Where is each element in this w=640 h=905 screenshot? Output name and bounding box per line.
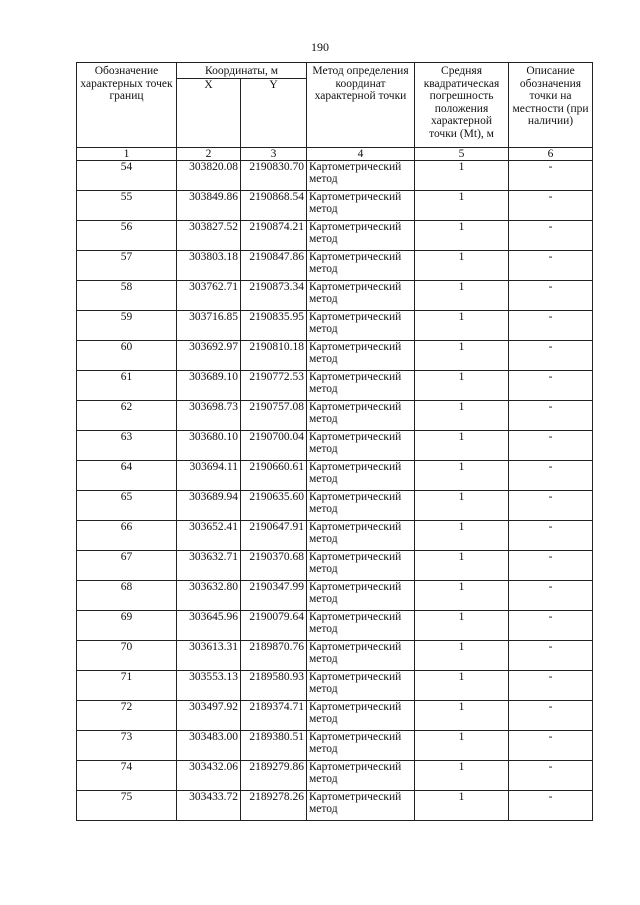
error-cell: 1 — [415, 370, 509, 400]
y-cell: 2190700.04 — [241, 430, 307, 460]
x-cell: 303698.73 — [177, 400, 241, 430]
description-cell: - — [509, 490, 593, 520]
error-cell: 1 — [415, 250, 509, 280]
column-number: 2 — [177, 147, 241, 160]
point-cell: 56 — [77, 220, 177, 250]
description-cell: - — [509, 700, 593, 730]
method-cell: Картометрический метод — [307, 160, 415, 190]
x-cell: 303652.41 — [177, 520, 241, 550]
x-cell: 303716.85 — [177, 310, 241, 340]
y-cell: 2190647.91 — [241, 520, 307, 550]
x-cell: 303694.11 — [177, 460, 241, 490]
error-cell: 1 — [415, 670, 509, 700]
table-row — [77, 640, 593, 670]
x-cell: 303680.10 — [177, 430, 241, 460]
error-cell: 1 — [415, 760, 509, 790]
method-cell: Картометрический метод — [307, 370, 415, 400]
table-body — [77, 160, 593, 820]
description-cell: - — [509, 640, 593, 670]
y-cell: 2189380.51 — [241, 730, 307, 760]
y-cell: 2189870.76 — [241, 640, 307, 670]
description-cell: - — [509, 430, 593, 460]
header-point: Обозначение характерных точек границ — [77, 63, 177, 148]
description-cell: - — [509, 280, 593, 310]
description-cell: - — [509, 400, 593, 430]
method-cell: Картометрический метод — [307, 640, 415, 670]
description-cell: - — [509, 790, 593, 820]
description-cell: - — [509, 580, 593, 610]
x-cell: 303497.92 — [177, 700, 241, 730]
column-number: 4 — [307, 147, 415, 160]
table-row — [77, 340, 593, 370]
error-cell: 1 — [415, 490, 509, 520]
y-cell: 2190830.70 — [241, 160, 307, 190]
method-cell: Картометрический метод — [307, 340, 415, 370]
error-cell: 1 — [415, 220, 509, 250]
point-cell: 61 — [77, 370, 177, 400]
y-cell: 2190660.61 — [241, 460, 307, 490]
x-cell: 303433.72 — [177, 790, 241, 820]
method-cell: Картометрический метод — [307, 790, 415, 820]
y-cell: 2190847.86 — [241, 250, 307, 280]
x-cell: 303645.96 — [177, 610, 241, 640]
point-cell: 63 — [77, 430, 177, 460]
point-cell: 55 — [77, 190, 177, 220]
table-row — [77, 550, 593, 580]
table-row — [77, 280, 593, 310]
error-cell: 1 — [415, 280, 509, 310]
point-cell: 65 — [77, 490, 177, 520]
x-cell: 303553.13 — [177, 670, 241, 700]
y-cell: 2190873.34 — [241, 280, 307, 310]
x-cell: 303820.08 — [177, 160, 241, 190]
table-row — [77, 250, 593, 280]
error-cell: 1 — [415, 460, 509, 490]
error-cell: 1 — [415, 310, 509, 340]
method-cell: Картометрический метод — [307, 280, 415, 310]
table-row — [77, 700, 593, 730]
table-row — [77, 670, 593, 700]
method-cell: Картометрический метод — [307, 700, 415, 730]
method-cell: Картометрический метод — [307, 250, 415, 280]
header-row — [77, 63, 593, 79]
x-cell: 303849.86 — [177, 190, 241, 220]
point-cell: 58 — [77, 280, 177, 310]
table-row — [77, 220, 593, 250]
coordinates-table — [76, 62, 593, 821]
table-row — [77, 370, 593, 400]
table-row — [77, 520, 593, 550]
error-cell: 1 — [415, 610, 509, 640]
error-cell: 1 — [415, 790, 509, 820]
error-cell: 1 — [415, 730, 509, 760]
method-cell: Картометрический метод — [307, 400, 415, 430]
x-cell: 303483.00 — [177, 730, 241, 760]
method-cell: Картометрический метод — [307, 490, 415, 520]
method-cell: Картометрический метод — [307, 610, 415, 640]
description-cell: - — [509, 340, 593, 370]
column-number: 1 — [77, 147, 177, 160]
method-cell: Картометрический метод — [307, 430, 415, 460]
description-cell: - — [509, 520, 593, 550]
header-error: Средняя квадратическая погрешность положения характерной точки (Mt), м — [415, 63, 509, 148]
error-cell: 1 — [415, 160, 509, 190]
point-cell: 75 — [77, 790, 177, 820]
table-row — [77, 430, 593, 460]
point-cell: 71 — [77, 670, 177, 700]
table-row — [77, 160, 593, 190]
method-cell: Картометрический метод — [307, 460, 415, 490]
table-row — [77, 490, 593, 520]
method-cell: Картометрический метод — [307, 760, 415, 790]
description-cell: - — [509, 190, 593, 220]
y-cell: 2189374.71 — [241, 700, 307, 730]
column-number: 3 — [241, 147, 307, 160]
header-method: Метод определения координат характерной точки — [307, 63, 415, 148]
x-cell: 303692.97 — [177, 340, 241, 370]
header-description: Описание обозначения точки на местности (при наличии) — [509, 63, 593, 148]
y-cell: 2189278.26 — [241, 790, 307, 820]
x-cell: 303632.80 — [177, 580, 241, 610]
y-cell: 2190757.08 — [241, 400, 307, 430]
x-cell: 303689.94 — [177, 490, 241, 520]
point-cell: 67 — [77, 550, 177, 580]
method-cell: Картометрический метод — [307, 670, 415, 700]
y-cell: 2190772.53 — [241, 370, 307, 400]
column-number: 5 — [415, 147, 509, 160]
point-cell: 54 — [77, 160, 177, 190]
point-cell: 69 — [77, 610, 177, 640]
method-cell: Картометрический метод — [307, 730, 415, 760]
table-row — [77, 790, 593, 820]
error-cell: 1 — [415, 700, 509, 730]
y-cell: 2189279.86 — [241, 760, 307, 790]
y-cell: 2190370.68 — [241, 550, 307, 580]
description-cell: - — [509, 370, 593, 400]
x-cell: 303827.52 — [177, 220, 241, 250]
y-cell: 2190874.21 — [241, 220, 307, 250]
table-row — [77, 730, 593, 760]
error-cell: 1 — [415, 400, 509, 430]
error-cell: 1 — [415, 190, 509, 220]
x-cell: 303689.10 — [177, 370, 241, 400]
y-cell: 2189580.93 — [241, 670, 307, 700]
description-cell: - — [509, 760, 593, 790]
x-cell: 303762.71 — [177, 280, 241, 310]
table-row — [77, 610, 593, 640]
error-cell: 1 — [415, 430, 509, 460]
y-cell: 2190635.60 — [241, 490, 307, 520]
x-cell: 303803.18 — [177, 250, 241, 280]
header-x: X — [177, 78, 241, 147]
header-coordinates: Координаты, м — [177, 63, 307, 79]
page-number: 190 — [311, 40, 329, 54]
header-y: Y — [241, 78, 307, 147]
point-cell: 57 — [77, 250, 177, 280]
point-cell: 59 — [77, 310, 177, 340]
y-cell: 2190810.18 — [241, 340, 307, 370]
method-cell: Картометрический метод — [307, 310, 415, 340]
y-cell: 2190835.95 — [241, 310, 307, 340]
description-cell: - — [509, 670, 593, 700]
description-cell: - — [509, 310, 593, 340]
column-number: 6 — [509, 147, 593, 160]
table-row — [77, 310, 593, 340]
description-cell: - — [509, 550, 593, 580]
error-cell: 1 — [415, 640, 509, 670]
point-cell: 60 — [77, 340, 177, 370]
table-row — [77, 190, 593, 220]
point-cell: 66 — [77, 520, 177, 550]
table-row — [77, 760, 593, 790]
y-cell: 2190079.64 — [241, 610, 307, 640]
description-cell: - — [509, 730, 593, 760]
x-cell: 303432.06 — [177, 760, 241, 790]
method-cell: Картометрический метод — [307, 220, 415, 250]
description-cell: - — [509, 250, 593, 280]
point-cell: 62 — [77, 400, 177, 430]
point-cell: 70 — [77, 640, 177, 670]
point-cell: 68 — [77, 580, 177, 610]
x-cell: 303613.31 — [177, 640, 241, 670]
point-cell: 73 — [77, 730, 177, 760]
x-cell: 303632.71 — [177, 550, 241, 580]
error-cell: 1 — [415, 340, 509, 370]
error-cell: 1 — [415, 550, 509, 580]
point-cell: 64 — [77, 460, 177, 490]
description-cell: - — [509, 610, 593, 640]
error-cell: 1 — [415, 520, 509, 550]
point-cell: 72 — [77, 700, 177, 730]
y-cell: 2190347.99 — [241, 580, 307, 610]
method-cell: Картометрический метод — [307, 550, 415, 580]
table-row — [77, 460, 593, 490]
error-cell: 1 — [415, 580, 509, 610]
point-cell: 74 — [77, 760, 177, 790]
table-row — [77, 400, 593, 430]
description-cell: - — [509, 160, 593, 190]
y-cell: 2190868.54 — [241, 190, 307, 220]
column-number-row — [77, 147, 593, 160]
method-cell: Картометрический метод — [307, 580, 415, 610]
table-row — [77, 580, 593, 610]
description-cell: - — [509, 460, 593, 490]
description-cell: - — [509, 220, 593, 250]
method-cell: Картометрический метод — [307, 520, 415, 550]
method-cell: Картометрический метод — [307, 190, 415, 220]
